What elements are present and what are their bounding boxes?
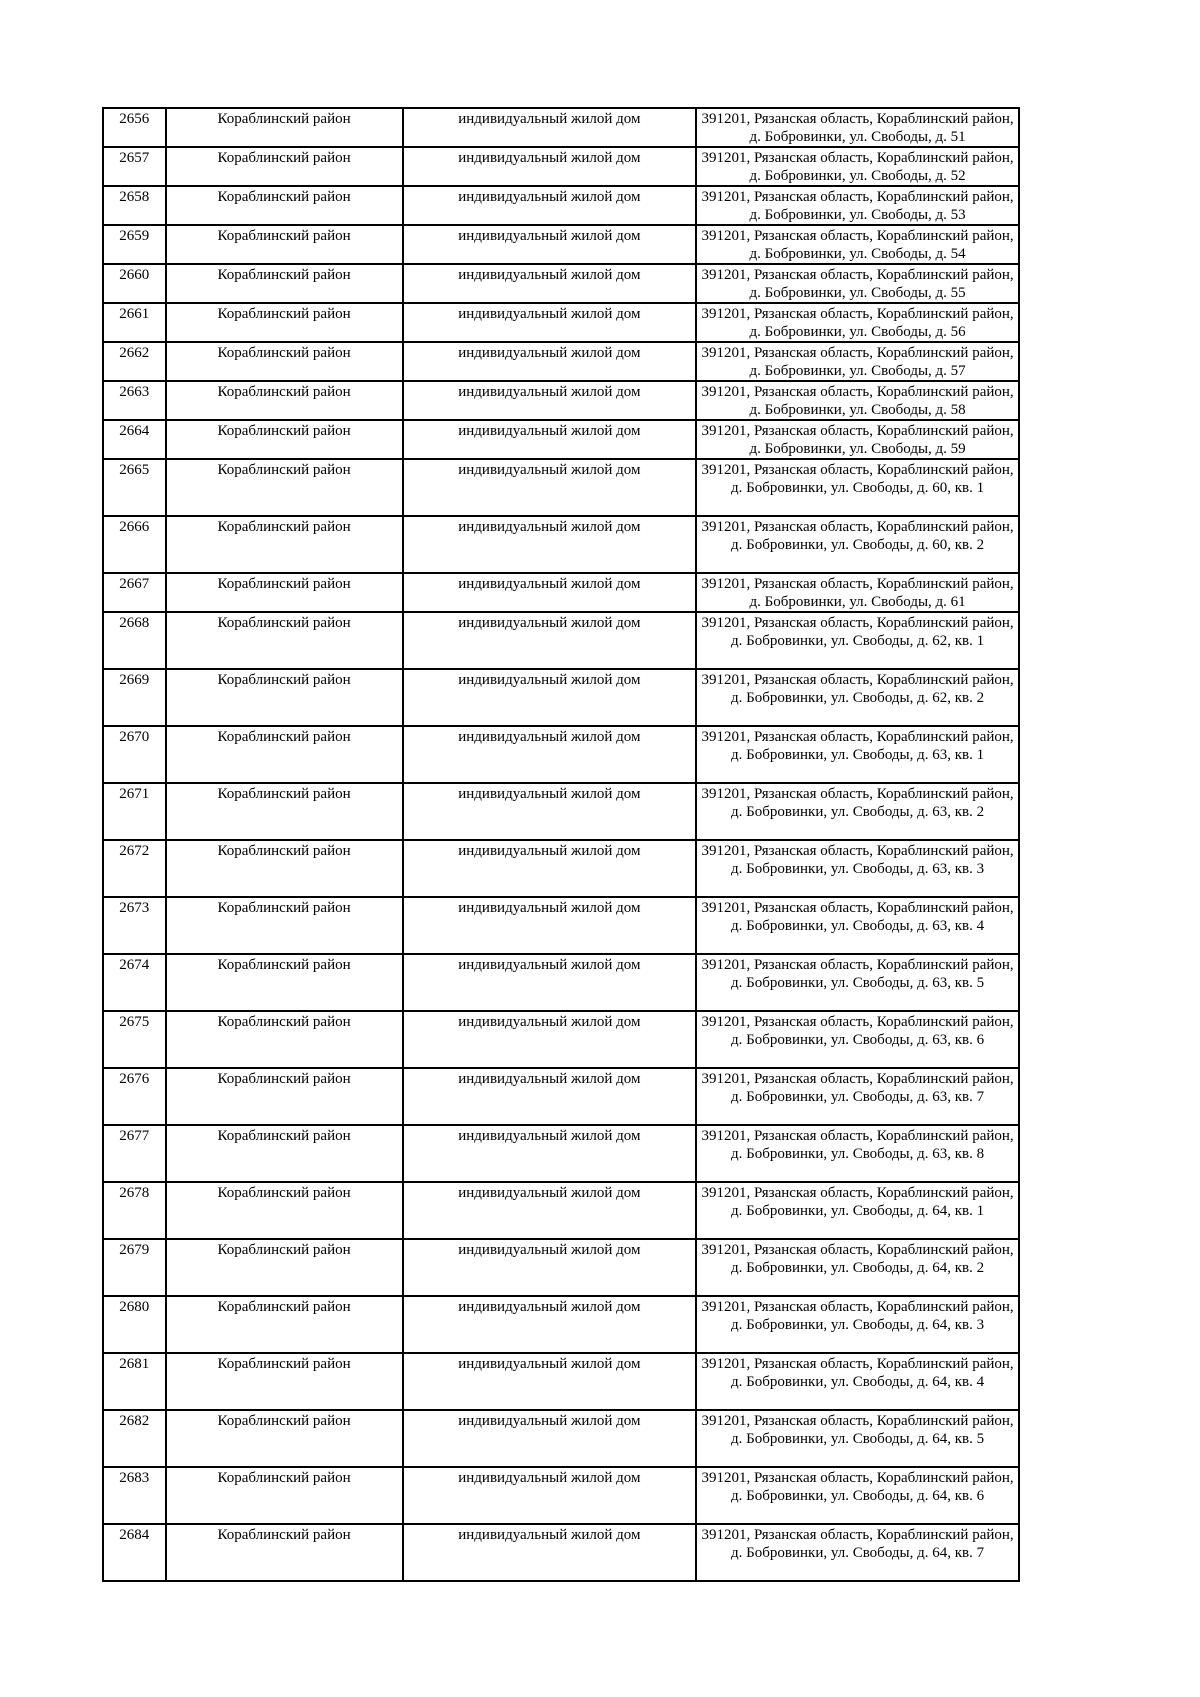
address-line-2: д. Бобровинки, ул. Свободы, д. 54 [749,245,966,262]
address-cell [696,264,1019,303]
object-type-cell: индивидуальный жилой дом [403,1296,697,1353]
district-cell: Кораблинский район [166,783,403,840]
row-number-cell: 2670 [103,726,166,783]
registry-table-body [103,108,1019,1581]
table-row [103,516,1019,573]
address-line-2: д. Бобровинки, ул. Свободы, д. 64, кв. 2 [731,1259,985,1276]
district-cell: Кораблинский район [166,726,403,783]
object-type-cell: индивидуальный жилой дом [403,1125,697,1182]
address-cell [696,1353,1019,1410]
row-number-cell: 2656 [103,108,166,147]
address-line-1: 391201, Рязанская область, Кораблинский район, [701,1242,1014,1258]
address-line-2: д. Бобровинки, ул. Свободы, д. 53 [749,206,966,223]
address-line-1: 391201, Рязанская область, Кораблинский район, [701,1470,1014,1486]
object-type-cell: индивидуальный жилой дом [403,612,697,669]
district-cell: Кораблинский район [166,1296,403,1353]
object-type-cell: индивидуальный жилой дом [403,108,697,147]
row-number-cell: 2666 [103,516,166,573]
address-line-1: 391201, Рязанская область, Кораблинский район, [701,111,1014,127]
address-line-1: 391201, Рязанская область, Кораблинский район, [701,519,1014,535]
table-row [103,954,1019,1011]
table-row [103,1182,1019,1239]
table-row [103,897,1019,954]
address-line-1: 391201, Рязанская область, Кораблинский район, [701,957,1014,973]
table-row [103,669,1019,726]
address-line-2: д. Бобровинки, ул. Свободы, д. 63, кв. 4 [731,917,985,934]
address-line-2: д. Бобровинки, ул. Свободы, д. 63, кв. 7 [731,1088,985,1105]
district-cell: Кораблинский район [166,1467,403,1524]
row-number-cell: 2660 [103,264,166,303]
address-line-2: д. Бобровинки, ул. Свободы, д. 58 [749,401,966,418]
district-cell: Кораблинский район [166,897,403,954]
address-cell [696,1467,1019,1524]
district-cell: Кораблинский район [166,954,403,1011]
address-line-1: 391201, Рязанская область, Кораблинский район, [701,1356,1014,1372]
address-line-1: 391201, Рязанская область, Кораблинский район, [701,150,1014,166]
row-number-cell: 2672 [103,840,166,897]
object-type-cell: индивидуальный жилой дом [403,342,697,381]
row-number-cell: 2684 [103,1524,166,1581]
table-row [103,381,1019,420]
address-cell [696,1182,1019,1239]
district-cell: Кораблинский район [166,840,403,897]
address-cell [696,783,1019,840]
address-line-2: д. Бобровинки, ул. Свободы, д. 63, кв. 6 [731,1031,985,1048]
row-number-cell: 2682 [103,1410,166,1467]
district-cell: Кораблинский район [166,1011,403,1068]
address-cell [696,1524,1019,1581]
object-type-cell: индивидуальный жилой дом [403,516,697,573]
row-number-cell: 2671 [103,783,166,840]
object-type-cell: индивидуальный жилой дом [403,573,697,612]
address-line-1: 391201, Рязанская область, Кораблинский район, [701,786,1014,802]
row-number-cell: 2668 [103,612,166,669]
district-cell: Кораблинский район [166,1239,403,1296]
address-cell [696,840,1019,897]
district-cell: Кораблинский район [166,459,403,516]
address-line-2: д. Бобровинки, ул. Свободы, д. 63, кв. 2 [731,803,985,820]
address-line-2: д. Бобровинки, ул. Свободы, д. 64, кв. 3 [731,1316,985,1333]
row-number-cell: 2667 [103,573,166,612]
table-row [103,1239,1019,1296]
object-type-cell: индивидуальный жилой дом [403,1410,697,1467]
address-line-1: 391201, Рязанская область, Кораблинский район, [701,1014,1014,1030]
address-line-1: 391201, Рязанская область, Кораблинский район, [701,672,1014,688]
row-number-cell: 2681 [103,1353,166,1410]
address-cell [696,420,1019,459]
district-cell: Кораблинский район [166,516,403,573]
object-type-cell: индивидуальный жилой дом [403,954,697,1011]
table-row [103,147,1019,186]
table-row [103,225,1019,264]
object-type-cell: индивидуальный жилой дом [403,186,697,225]
address-line-2: д. Бобровинки, ул. Свободы, д. 63, кв. 3 [731,860,985,877]
table-row [103,840,1019,897]
table-row [103,1524,1019,1581]
object-type-cell: индивидуальный жилой дом [403,225,697,264]
table-row [103,783,1019,840]
address-line-2: д. Бобровинки, ул. Свободы, д. 64, кв. 6 [731,1487,985,1504]
address-line-1: 391201, Рязанская область, Кораблинский район, [701,1071,1014,1087]
address-line-2: д. Бобровинки, ул. Свободы, д. 60, кв. 1 [731,479,985,496]
address-line-2: д. Бобровинки, ул. Свободы, д. 57 [749,362,966,379]
table-row [103,726,1019,783]
table-row [103,264,1019,303]
object-type-cell: индивидуальный жилой дом [403,303,697,342]
row-number-cell: 2683 [103,1467,166,1524]
address-line-2: д. Бобровинки, ул. Свободы, д. 60, кв. 2 [731,536,985,553]
district-cell: Кораблинский район [166,1410,403,1467]
table-row [103,108,1019,147]
table-row [103,1011,1019,1068]
address-cell [696,573,1019,612]
address-line-1: 391201, Рязанская область, Кораблинский район, [701,228,1014,244]
address-cell [696,954,1019,1011]
object-type-cell: индивидуальный жилой дом [403,459,697,516]
row-number-cell: 2680 [103,1296,166,1353]
address-line-1: 391201, Рязанская область, Кораблинский район, [701,576,1014,592]
address-line-1: 391201, Рязанская область, Кораблинский район, [701,267,1014,283]
table-row [103,573,1019,612]
district-cell: Кораблинский район [166,1353,403,1410]
address-line-1: 391201, Рязанская область, Кораблинский район, [701,462,1014,478]
address-line-2: д. Бобровинки, ул. Свободы, д. 64, кв. 4 [731,1373,985,1390]
table-row [103,1125,1019,1182]
address-cell [696,381,1019,420]
address-line-2: д. Бобровинки, ул. Свободы, д. 56 [749,323,966,340]
district-cell: Кораблинский район [166,573,403,612]
district-cell: Кораблинский район [166,1068,403,1125]
address-line-2: д. Бобровинки, ул. Свободы, д. 64, кв. 1 [731,1202,985,1219]
address-cell [696,1125,1019,1182]
district-cell: Кораблинский район [166,420,403,459]
object-type-cell: индивидуальный жилой дом [403,1239,697,1296]
address-line-2: д. Бобровинки, ул. Свободы, д. 63, кв. 1 [731,746,985,763]
row-number-cell: 2673 [103,897,166,954]
address-cell [696,303,1019,342]
object-type-cell: индивидуальный жилой дом [403,840,697,897]
object-type-cell: индивидуальный жилой дом [403,897,697,954]
object-type-cell: индивидуальный жилой дом [403,420,697,459]
registry-table [102,107,1020,1582]
address-line-2: д. Бобровинки, ул. Свободы, д. 63, кв. 5 [731,974,985,991]
address-cell [696,1011,1019,1068]
address-line-2: д. Бобровинки, ул. Свободы, д. 64, кв. 7 [731,1544,985,1561]
address-line-2: д. Бобровинки, ул. Свободы, д. 61 [749,593,966,610]
district-cell: Кораблинский район [166,612,403,669]
row-number-cell: 2678 [103,1182,166,1239]
address-line-1: 391201, Рязанская область, Кораблинский район, [701,384,1014,400]
table-row [103,1467,1019,1524]
district-cell: Кораблинский район [166,108,403,147]
address-cell [696,612,1019,669]
row-number-cell: 2657 [103,147,166,186]
object-type-cell: индивидуальный жилой дом [403,669,697,726]
address-line-1: 391201, Рязанская область, Кораблинский район, [701,615,1014,631]
address-line-2: д. Бобровинки, ул. Свободы, д. 55 [749,284,966,301]
table-row [103,1296,1019,1353]
row-number-cell: 2664 [103,420,166,459]
object-type-cell: индивидуальный жилой дом [403,1524,697,1581]
row-number-cell: 2665 [103,459,166,516]
object-type-cell: индивидуальный жилой дом [403,1182,697,1239]
address-cell [696,726,1019,783]
address-line-2: д. Бобровинки, ул. Свободы, д. 52 [749,167,966,184]
address-line-1: 391201, Рязанская область, Кораблинский район, [701,1413,1014,1429]
district-cell: Кораблинский район [166,186,403,225]
row-number-cell: 2677 [103,1125,166,1182]
object-type-cell: индивидуальный жилой дом [403,1011,697,1068]
table-row [103,1410,1019,1467]
address-cell [696,1239,1019,1296]
address-line-1: 391201, Рязанская область, Кораблинский район, [701,1299,1014,1315]
address-line-2: д. Бобровинки, ул. Свободы, д. 64, кв. 5 [731,1430,985,1447]
address-line-2: д. Бобровинки, ул. Свободы, д. 51 [749,128,966,145]
object-type-cell: индивидуальный жилой дом [403,1068,697,1125]
row-number-cell: 2658 [103,186,166,225]
table-row [103,1353,1019,1410]
address-line-2: д. Бобровинки, ул. Свободы, д. 62, кв. 1 [731,632,985,649]
object-type-cell: индивидуальный жилой дом [403,783,697,840]
district-cell: Кораблинский район [166,1182,403,1239]
row-number-cell: 2676 [103,1068,166,1125]
table-row [103,612,1019,669]
address-line-1: 391201, Рязанская область, Кораблинский район, [701,843,1014,859]
district-cell: Кораблинский район [166,381,403,420]
row-number-cell: 2675 [103,1011,166,1068]
row-number-cell: 2663 [103,381,166,420]
object-type-cell: индивидуальный жилой дом [403,726,697,783]
table-row [103,1068,1019,1125]
address-cell [696,516,1019,573]
address-line-1: 391201, Рязанская область, Кораблинский район, [701,189,1014,205]
district-cell: Кораблинский район [166,1125,403,1182]
address-cell [696,669,1019,726]
row-number-cell: 2659 [103,225,166,264]
table-row [103,303,1019,342]
address-line-2: д. Бобровинки, ул. Свободы, д. 59 [749,440,966,457]
address-line-1: 391201, Рязанская область, Кораблинский район, [701,1128,1014,1144]
address-cell [696,147,1019,186]
address-line-2: д. Бобровинки, ул. Свободы, д. 63, кв. 8 [731,1145,985,1162]
table-row [103,420,1019,459]
object-type-cell: индивидуальный жилой дом [403,264,697,303]
address-cell [696,1068,1019,1125]
table-row [103,186,1019,225]
table-row [103,342,1019,381]
address-line-1: 391201, Рязанская область, Кораблинский район, [701,729,1014,745]
address-line-2: д. Бобровинки, ул. Свободы, д. 62, кв. 2 [731,689,985,706]
district-cell: Кораблинский район [166,147,403,186]
row-number-cell: 2661 [103,303,166,342]
address-cell [696,108,1019,147]
district-cell: Кораблинский район [166,264,403,303]
address-line-1: 391201, Рязанская область, Кораблинский район, [701,306,1014,322]
address-line-1: 391201, Рязанская область, Кораблинский район, [701,1527,1014,1543]
address-cell [696,342,1019,381]
object-type-cell: индивидуальный жилой дом [403,147,697,186]
object-type-cell: индивидуальный жилой дом [403,1467,697,1524]
district-cell: Кораблинский район [166,342,403,381]
district-cell: Кораблинский район [166,225,403,264]
object-type-cell: индивидуальный жилой дом [403,1353,697,1410]
address-line-1: 391201, Рязанская область, Кораблинский район, [701,423,1014,439]
address-cell [696,897,1019,954]
row-number-cell: 2669 [103,669,166,726]
address-cell [696,186,1019,225]
address-line-1: 391201, Рязанская область, Кораблинский район, [701,900,1014,916]
address-line-1: 391201, Рязанская область, Кораблинский район, [701,1185,1014,1201]
district-cell: Кораблинский район [166,303,403,342]
district-cell: Кораблинский район [166,669,403,726]
row-number-cell: 2674 [103,954,166,1011]
table-row [103,459,1019,516]
district-cell: Кораблинский район [166,1524,403,1581]
address-line-1: 391201, Рязанская область, Кораблинский район, [701,345,1014,361]
row-number-cell: 2679 [103,1239,166,1296]
address-cell [696,459,1019,516]
address-cell [696,1296,1019,1353]
object-type-cell: индивидуальный жилой дом [403,381,697,420]
row-number-cell: 2662 [103,342,166,381]
address-cell [696,225,1019,264]
address-cell [696,1410,1019,1467]
